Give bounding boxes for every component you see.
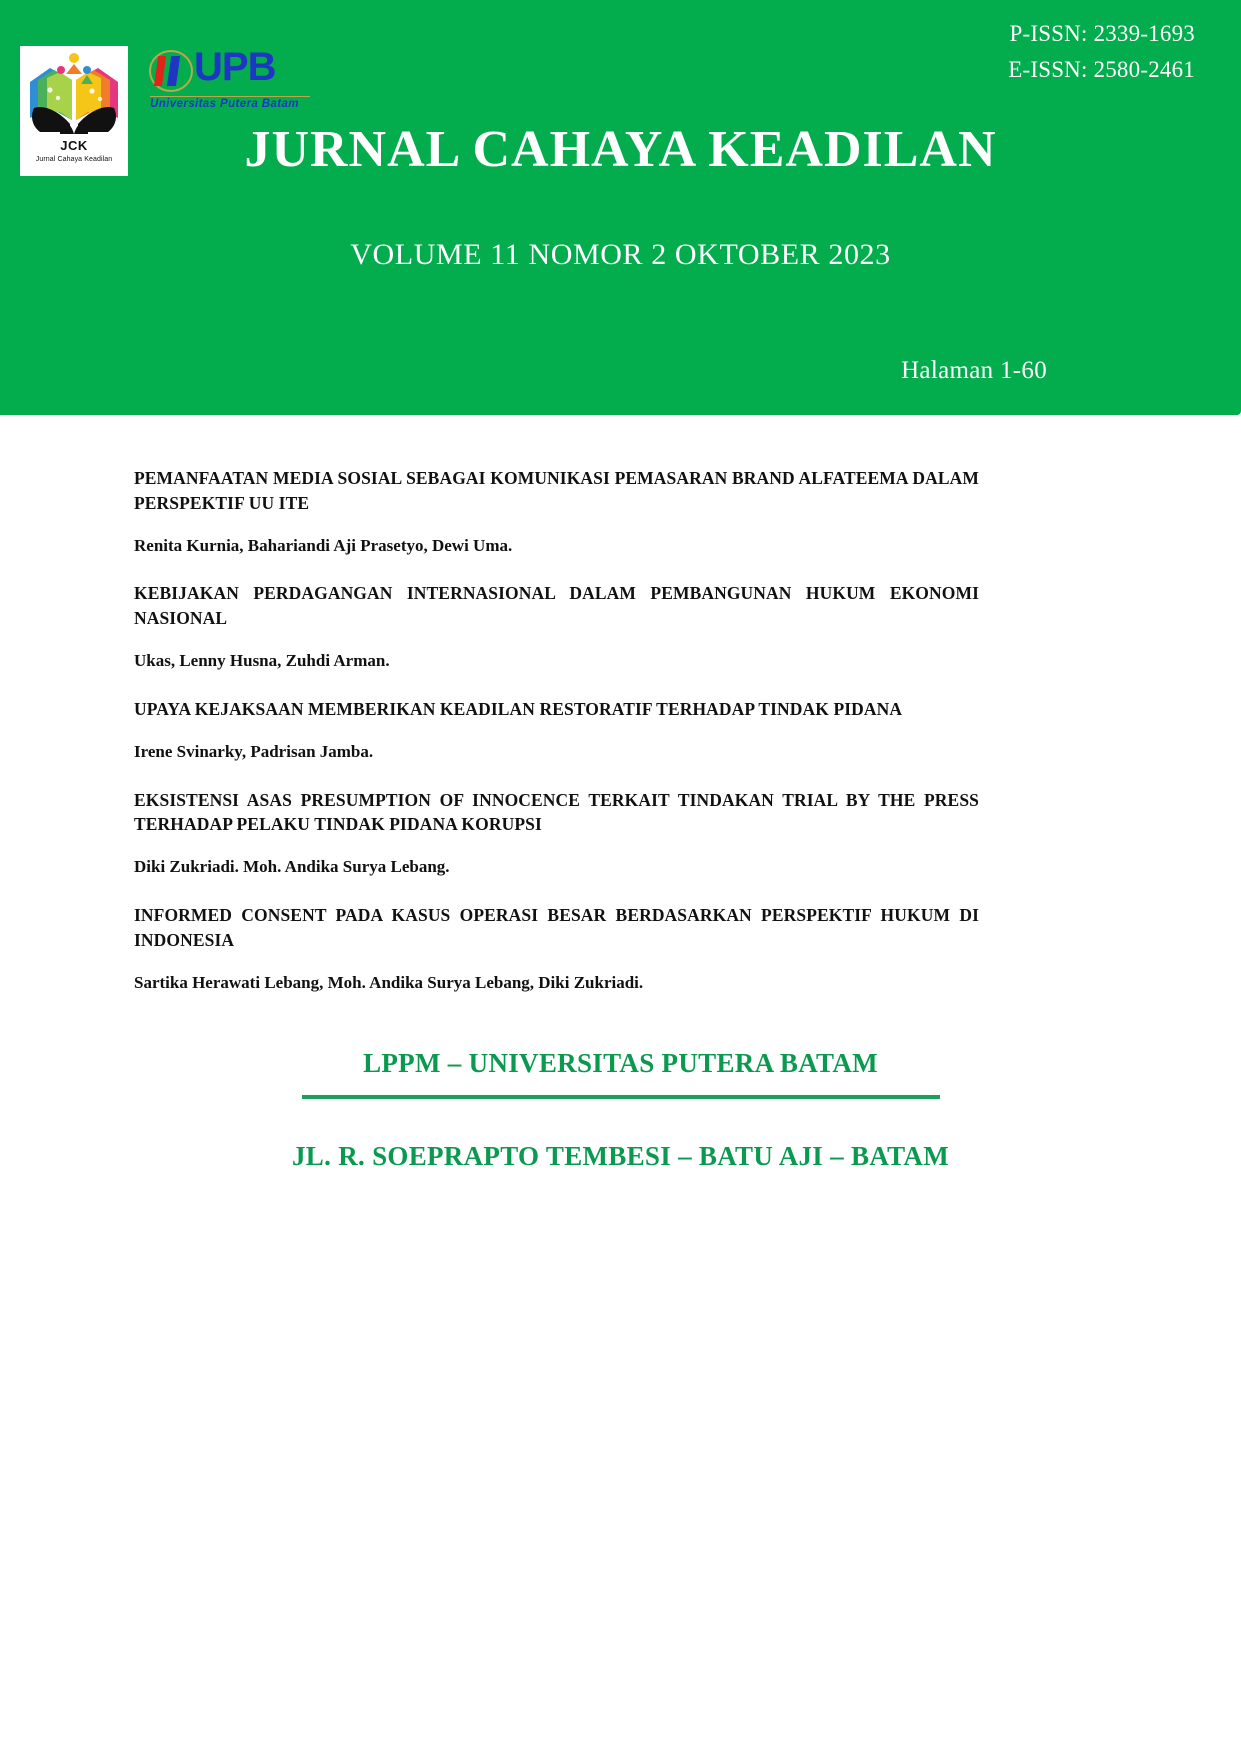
article-title: KEBIJAKAN PERDAGANGAN INTERNASIONAL DALAM PEMBANGUNAN HUKUM EKONOMI NASIONAL <box>134 583 979 629</box>
article-title: PEMANFAATAN MEDIA SOSIAL SEBAGAI KOMUNIKASI PEMASARAN BRAND ALFATEEMA DALAM PERSPEKTIF UU ITE <box>134 468 979 513</box>
journal-title: JURNAL CAHAYA KEADILAN <box>244 121 997 178</box>
article-authors: Irene Svinarky, Padrisan Jamba. <box>134 741 374 761</box>
upb-university-logo <box>148 45 328 116</box>
list-item <box>134 903 979 994</box>
article-authors: Ukas, Lenny Husna, Zuhdi Arman. <box>134 651 390 671</box>
list-item <box>134 581 979 672</box>
article-authors: Diki Zukriadi. Moh. Andika Surya Lebang. <box>134 857 450 877</box>
publisher-name: LPPM – UNIVERSITAS PUTERA BATAM <box>363 1048 878 1078</box>
jck-logo-caption: Jurnal Cahaya Keadilan <box>35 156 113 163</box>
article-authors: Sartika Herawati Lebang, Moh. Andika Surya Lebang, Diki Zukriadi. <box>134 972 644 992</box>
article-title: INFORMED CONSENT PADA KASUS OPERASI BESAR BERDASARKAN PERSPEKTIF HUKUM DI INDONESIA <box>134 905 979 950</box>
publisher-address: JL. R. SOEPRAPTO TEMBESI – BATU AJI – BATAM <box>291 1141 949 1171</box>
upb-emblem-icon <box>148 50 194 92</box>
upb-divider <box>150 96 310 97</box>
article-list <box>134 466 979 1019</box>
publisher-divider <box>302 1095 940 1099</box>
upb-wordmark: UPB <box>194 45 276 89</box>
list-item <box>134 697 979 764</box>
upb-subtitle: Universitas Putera Batam <box>150 98 299 110</box>
list-item <box>134 466 979 557</box>
cover-banner <box>0 0 1241 415</box>
publisher-block <box>0 1048 1241 1172</box>
jck-logo-abbreviation: JCK <box>60 138 88 153</box>
article-title: EKSISTENSI ASAS PRESUMPTION OF INNOCENCE TERKAIT TINDAKAN TRIAL BY THE PRESS TERHADAP PELAKU TINDAK PIDANA KORUPSI <box>134 789 979 835</box>
list-item <box>134 788 979 879</box>
article-authors: Renita Kurnia, Bahariandi Aji Prasetyo, Dewi Uma. <box>134 535 513 555</box>
p-issn-text: P-ISSN: 2339-1693 <box>1009 21 1195 46</box>
article-title: UPAYA KEJAKSAAN MEMBERIKAN KEADILAN RESTORATIF TERHADAP TINDAK PIDANA <box>134 698 903 719</box>
issn-block <box>1008 16 1195 87</box>
volume-issue-line: VOLUME 11 NOMOR 2 OKTOBER 2023 <box>350 238 891 271</box>
e-issn-text: E-ISSN: 2580-2461 <box>1008 56 1195 82</box>
page-range-label: Halaman 1-60 <box>901 357 1047 384</box>
